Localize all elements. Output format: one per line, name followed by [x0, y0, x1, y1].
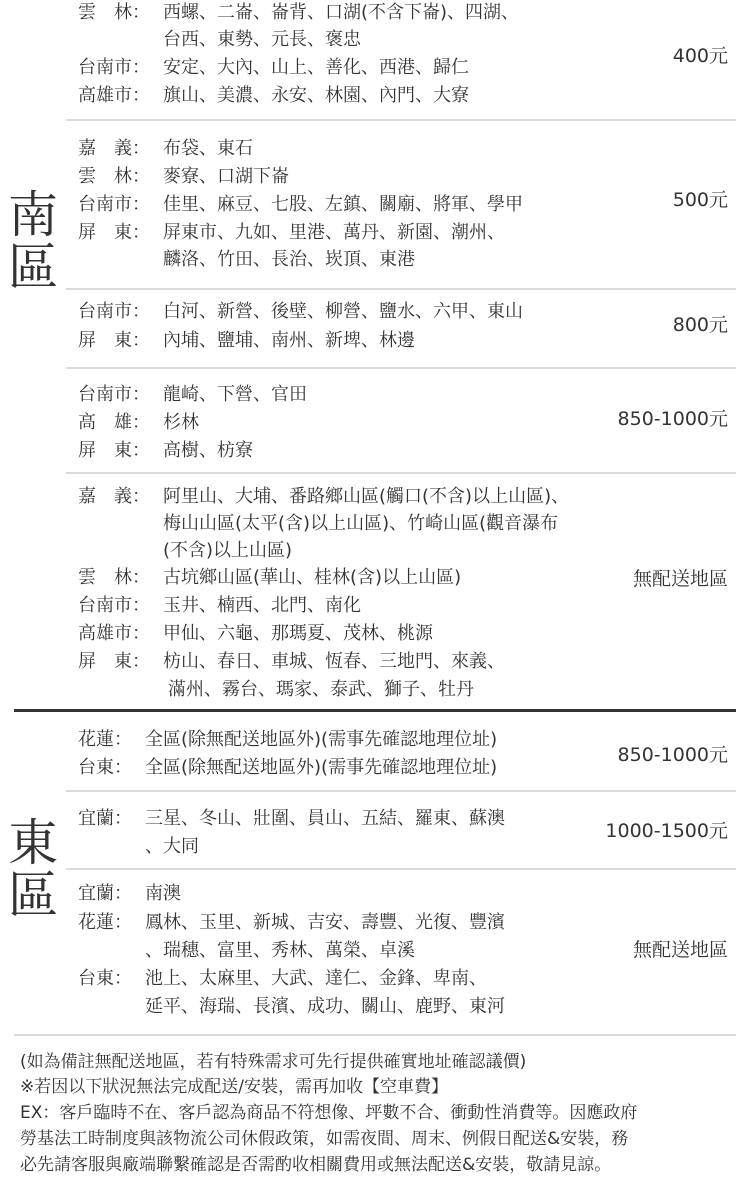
- district-list: 玉井、楠西、北門、南化: [163, 595, 361, 616]
- county-label: 屏 東：: [78, 222, 150, 243]
- district-list: 內埔、鹽埔、南州、新埤、林邊: [163, 330, 415, 351]
- district-list: 旗山、美濃、永安、林園、內門、大寮: [163, 85, 469, 106]
- district-list-cont: 麟洛、竹田、長治、崁頂、東港: [163, 249, 415, 270]
- district-list: 屏東市、九如、里港、萬丹、新園、潮州、: [163, 222, 505, 243]
- region-divider: [14, 709, 736, 712]
- note-line: 必先請客服與廠端聯繫確認是否需酌收相關費用或無法配送&安裝，敬請見諒。: [20, 1155, 612, 1175]
- divider: [66, 472, 736, 474]
- divider: [14, 1034, 736, 1036]
- county-label: 高雄市：: [78, 85, 150, 106]
- district-list-cont: 、瑞穗、富里、秀林、萬榮、卓溪: [145, 940, 415, 961]
- price-label: 400元: [672, 45, 728, 67]
- note-line: 勞基法工時制度與該物流公司休假政策，如需夜間、周末、例假日配送&安裝，務: [20, 1129, 629, 1149]
- district-list-cont: 延平、海瑞、長濱、成功、關山、鹿野、東河: [145, 996, 505, 1017]
- district-list: 阿里山、大埔、番路鄉山區(觸口(不含)以上山區)、: [163, 486, 570, 507]
- district-list-cont: 滿州、霧台、瑪家、泰武、獅子、牡丹: [168, 679, 474, 700]
- district-list: 白河、新營、後壁、柳營、鹽水、六甲、東山: [163, 301, 523, 322]
- county-label: 屏 東：: [78, 651, 150, 672]
- county-label: 屏 東：: [78, 440, 150, 461]
- district-list: 杉林: [163, 412, 199, 433]
- county-label: 雲 林：: [78, 567, 150, 588]
- divider: [66, 790, 736, 792]
- county-label: 台南市：: [78, 194, 150, 215]
- district-list: 池上、太麻里、大武、達仁、金鋒、卑南、: [145, 968, 487, 989]
- district-list-cont: (不含)以上山區): [163, 540, 293, 561]
- county-label: 高雄市：: [78, 623, 150, 644]
- divider: [66, 868, 736, 870]
- district-list-cont: 台西、東勢、元長、褒忠: [163, 29, 361, 50]
- region-south-char-1: 南: [8, 186, 58, 244]
- price-label: 800元: [672, 314, 728, 336]
- county-label: 花蓮：: [78, 729, 132, 750]
- price-label: 無配送地區: [632, 939, 728, 961]
- region-east-char-1: 東: [8, 814, 58, 872]
- county-label: 台南市：: [78, 57, 150, 78]
- county-label: 台東：: [78, 968, 132, 989]
- county-label: 屏 東：: [78, 330, 150, 351]
- district-list: 三星、冬山、壯圍、員山、五結、羅東、蘇澳: [145, 808, 505, 829]
- district-list: 枋山、春日、車城、恆春、三地門、來義、: [163, 651, 505, 672]
- county-label: 宜蘭：: [78, 808, 132, 829]
- county-label: 台南市：: [78, 301, 150, 322]
- district-list: 高樹、枋寮: [163, 440, 253, 461]
- district-list: 布袋、東石: [163, 138, 253, 159]
- county-label: 台南市：: [78, 384, 150, 405]
- district-list: 甲仙、六龜、那瑪夏、茂林、桃源: [163, 623, 433, 644]
- district-list-cont: 、大同: [145, 836, 199, 857]
- district-list: 西螺、二崙、崙背、口湖(不含下崙)、四湖、: [163, 2, 520, 23]
- note-line: EX：客戶臨時不在、客戶認為商品不符想像、坪數不合、衝動性消費等。因應政府: [20, 1103, 638, 1123]
- note-line: ※若因以下狀況無法完成配送/安裝，需再加收【空車費】: [20, 1077, 448, 1097]
- county-label: 台東：: [78, 757, 132, 778]
- county-label: 嘉 義：: [78, 138, 150, 159]
- district-list-cont: 梅山山區(太平(含)以上山區)、竹崎山區(觀音瀑布: [163, 513, 559, 534]
- note-line: (如為備註無配送地區，若有特殊需求可先行提供確實地址確認議價): [20, 1052, 527, 1072]
- district-list: 佳里、麻豆、七股、左鎮、關廟、將軍、學甲: [163, 194, 523, 215]
- district-list: 安定、大內、山上、善化、西港、歸仁: [163, 57, 469, 78]
- county-label: 嘉 義：: [78, 486, 150, 507]
- county-label: 雲 林：: [78, 2, 150, 23]
- county-label: 宜蘭：: [78, 883, 132, 904]
- district-list: 南澳: [145, 883, 181, 904]
- district-list: 全區(除無配送地區外)(需事先確認地理位址): [145, 757, 498, 778]
- county-label: 台南市：: [78, 595, 150, 616]
- price-label: 無配送地區: [632, 568, 728, 590]
- district-list: 全區(除無配送地區外)(需事先確認地理位址): [145, 729, 498, 750]
- district-list: 鳳林、玉里、新城、吉安、壽豐、光復、豐濱: [145, 912, 505, 933]
- county-label: 花蓮：: [78, 912, 132, 933]
- county-label: 雲 林：: [78, 166, 150, 187]
- district-list: 龍崎、下營、官田: [163, 384, 307, 405]
- region-east-char-2: 區: [8, 866, 58, 924]
- divider: [66, 119, 736, 121]
- divider: [66, 367, 736, 369]
- district-list: 古坑鄉山區(華山、桂林(含)以上山區): [163, 567, 462, 588]
- price-label: 850-1000元: [617, 744, 728, 766]
- price-label: 1000-1500元: [605, 820, 728, 842]
- county-label: 高 雄：: [78, 412, 150, 433]
- region-south-char-2: 區: [8, 238, 58, 296]
- price-label: 500元: [672, 189, 728, 211]
- district-list: 麥寮、口湖下崙: [163, 166, 289, 187]
- divider: [66, 288, 736, 290]
- price-label: 850-1000元: [617, 408, 728, 430]
